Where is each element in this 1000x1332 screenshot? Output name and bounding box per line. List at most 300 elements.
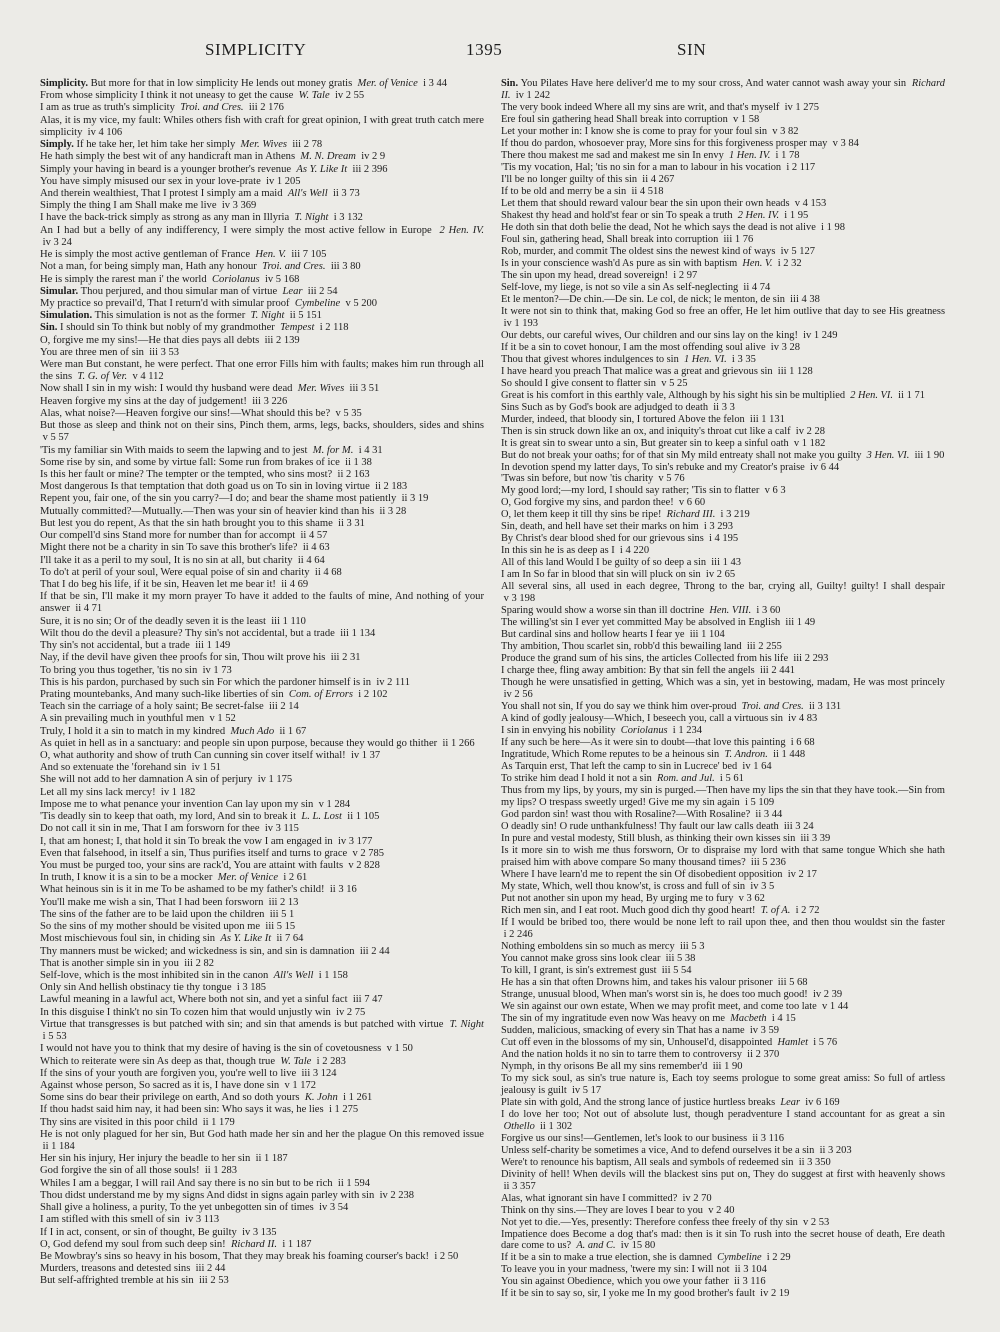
play-reference: Lear <box>282 285 303 297</box>
quotation-text: Rob, murder, and commit The oldest sins the newest kind of ways <box>501 245 776 257</box>
act-scene-line: i 1 234 <box>672 725 702 737</box>
act-scene-line: i 2 102 <box>358 688 388 700</box>
quotation-text: Is this her fault or mine? The tempter or the tempted, who sins most? <box>40 469 333 480</box>
concordance-entry <box>501 1264 945 1276</box>
quotation-text: I am In So far in blood that sin will pluck on sin <box>501 569 701 581</box>
quotation-text: Where I have learn'd me to repent the sin Of disobedient opposition <box>501 868 783 880</box>
act-scene-line: ii 3 19 <box>401 493 429 505</box>
act-scene-line: i 4 31 <box>358 444 383 456</box>
act-scene-line: iii 1 134 <box>340 627 376 639</box>
concordance-entry <box>501 569 945 581</box>
act-scene-line: ii 4 74 <box>743 281 771 293</box>
quotation-text: My state, Which, well thou know'st, is cross and full of sin <box>501 880 746 892</box>
play-reference: Richard III. <box>666 509 716 521</box>
concordance-entry <box>40 481 484 493</box>
quotation-text: Thy manners must be wicked; and wickedness is sin, and sin is damnation <box>40 945 355 957</box>
act-scene-line: ii 2 163 <box>337 469 370 480</box>
act-scene-line: v 5 57 <box>42 432 69 444</box>
play-reference: L. L. Lost <box>301 811 342 823</box>
act-scene-line: v 3 84 <box>832 137 859 149</box>
play-reference: A. and C. <box>576 1240 616 1252</box>
concordance-entry <box>501 330 945 342</box>
quotation-text: Thy sin's not accidental, but a trade <box>40 640 190 652</box>
act-scene-line: iii 2 14 <box>268 701 299 713</box>
quotation-text: To kill, I grant, is sin's extremest gust <box>501 964 657 976</box>
play-reference: Com. of Errors <box>288 688 353 700</box>
concordance-entry <box>501 1049 945 1061</box>
act-scene-line: iii 2 139 <box>264 334 300 346</box>
concordance-entry <box>501 114 945 126</box>
quotation-text: You shall not sin, If you do say we think him over-proud <box>501 701 737 713</box>
quotation-text: To my sick soul, as sin's true nature is, Each toy seems prologue to some great amiss: So full of artless jealousy is guilt <box>501 1072 945 1096</box>
quotation-text: To bring you thus together, 'tis no sin <box>40 664 198 676</box>
quotation-text: We sin against our own estate, When we may profit meet, and come too late <box>501 1000 817 1012</box>
quotation-text: In this disguise I think't no sin To cozen him that would unjustly win <box>40 1006 331 1018</box>
act-scene-line: ii 4 57 <box>300 530 328 542</box>
act-scene-line: v 1 284 <box>318 798 351 810</box>
concordance-entry <box>40 1190 484 1202</box>
concordance-entry <box>40 469 484 481</box>
quotation-text: She will not add to her damnation A sin of perjury <box>40 774 253 786</box>
concordance-entry <box>40 665 484 677</box>
concordance-entry <box>40 347 484 359</box>
concordance-entry <box>40 982 484 994</box>
quotation-text: O deadly sin! O rude unthankfulness! Thy fault our law calls death <box>501 821 779 833</box>
act-scene-line: ii 1 187 <box>255 1153 288 1165</box>
quotation-text: I do love her too; Not out of absolute lust, though peradventure I stand accountant for as great a sin <box>501 1108 945 1120</box>
quotation-text: The willing'st sin I ever yet committed May be absolved in English <box>501 617 781 629</box>
concordance-entry <box>501 426 945 438</box>
act-scene-line: i 5 53 <box>42 1031 67 1043</box>
act-scene-line: i 6 68 <box>790 737 815 749</box>
act-scene-line: iv 3 54 <box>319 1202 349 1214</box>
quotation-text: Cut off even in the blossoms of my sin, Unhousel'd, disappointed <box>501 1036 773 1048</box>
act-scene-line: v 1 52 <box>209 713 236 725</box>
act-scene-line: i 2 117 <box>786 161 816 173</box>
quotation-text: My good lord;—my lord, I should say rather; 'Tis sin to flatter <box>501 485 760 497</box>
concordance-entry <box>501 174 945 186</box>
concordance-entry <box>40 1214 484 1226</box>
play-reference: Cymbeline <box>717 1252 762 1264</box>
quotation-text: Alas, what ignorant sin have I committed? <box>501 1192 678 1204</box>
concordance-entry <box>501 749 945 761</box>
concordance-entry <box>40 322 484 334</box>
play-reference: Hamlet <box>777 1036 809 1048</box>
quotation-text: By Christ's dear blood shed for our grievous sins <box>501 533 704 545</box>
act-scene-line: iv 1 175 <box>257 774 293 786</box>
concordance-entry <box>40 946 484 958</box>
concordance-entry <box>501 581 945 605</box>
quotation-text: Self-love, my liege, is not so vile a sin As self-neglecting <box>501 281 739 293</box>
quotation-text: I charge thee, fling away ambition: By that sin fell the angels <box>501 665 755 677</box>
play-reference: 2 Hen. IV. <box>439 224 485 236</box>
concordance-entry <box>501 102 945 114</box>
play-reference: T. Night <box>250 310 285 322</box>
quotation-text: To do't at peril of your soul, Were equal poise of sin and charity <box>40 566 310 578</box>
quotation-text: I should sin To think but nobly of my grandmother <box>60 322 275 334</box>
quotation-text: Teach sin the carriage of a holy saint; Be secret-false <box>40 701 264 713</box>
concordance-entry <box>501 282 945 294</box>
concordance-entry <box>40 261 484 273</box>
quotation-text: That is another simple sin in you <box>40 957 179 969</box>
concordance-entry <box>501 222 945 234</box>
act-scene-line: i 1 78 <box>775 149 800 161</box>
quotation-text: But lest you do repent, As that the sin hath brought you to this shame <box>40 517 333 529</box>
quotation-text: 'Tis deadly sin to keep that oath, my lord, And sin to break it <box>40 811 297 823</box>
act-scene-line: iv 1 193 <box>503 317 539 329</box>
act-scene-line: iii 1 131 <box>749 413 785 425</box>
quotation-text: You must be purged too, your sins are rack'd, You are attaint with faults <box>40 860 344 871</box>
concordance-entry <box>501 150 945 162</box>
quotation-text: Be Mowbray's sins so heavy in his bosom, That they may break his foaming courser's back! <box>40 1251 430 1262</box>
quotation-text: But do not break your oaths; for of that sin My mild entreaty shall not make you guilty <box>501 449 862 461</box>
act-scene-line: i 5 109 <box>744 797 775 809</box>
act-scene-line: v 5 200 <box>345 297 377 309</box>
act-scene-line: iii 1 43 <box>711 557 741 569</box>
quotation-text: You Pilates Have here deliver'd me to my sour cross, And water cannot wash away your sin <box>520 78 907 89</box>
quotation-text: Unless self-charity be sometimes a vice, And to defend ourselves it be a sin <box>501 1144 815 1156</box>
quotation-text: A kind of godly jealousy—Which, I beseech you, call a virtuous sin <box>501 713 783 725</box>
concordance-entry <box>501 1145 945 1157</box>
act-scene-line: iii 2 441 <box>759 665 795 677</box>
concordance-entry <box>40 836 484 848</box>
quotation-text: Sudden, malicious, smacking of every sin That has a name <box>501 1024 745 1036</box>
concordance-entry <box>501 1229 945 1253</box>
concordance-entry <box>40 848 484 860</box>
concordance-entry <box>501 509 945 521</box>
concordance-entry <box>501 557 945 569</box>
quotation-text: If it be a sin to covet honour, I am the most offending soul alive <box>501 341 766 353</box>
quotation-text: Not yet to die.—Yes, presently: Therefore confess thee freely of thy sin <box>501 1216 798 1228</box>
act-scene-line: i 2 246 <box>503 928 533 940</box>
quotation-text: Which to reiterate were sin As deep as that, though true <box>40 1055 276 1067</box>
concordance-entry <box>501 977 945 989</box>
quotation-text: Is it more sin to wish me thus forsworn, Or to dispraise my lord with that same tongue Which she hath praised him with above compare So many thousand times? <box>501 845 945 868</box>
concordance-entry <box>501 869 945 881</box>
concordance-entry <box>40 811 484 823</box>
act-scene-line: iv 2 39 <box>812 988 843 1000</box>
quotation-text: 'Tis my familiar sin With maids to seem the lapwing and to jest <box>40 444 308 456</box>
act-scene-line: iv 3 369 <box>221 200 257 212</box>
act-scene-line: ii 3 203 <box>819 1144 852 1156</box>
act-scene-line: iv 2 19 <box>760 1288 790 1300</box>
concordance-entry <box>40 1165 484 1177</box>
concordance-entry <box>40 1007 484 1019</box>
concordance-entry <box>501 1252 945 1264</box>
quotation-text: My practice so prevail'd, That I return'd with simular proof <box>40 297 290 309</box>
act-scene-line: iii 1 90 <box>914 449 945 461</box>
right-running-head: SIN <box>677 40 707 59</box>
act-scene-line: iv 3 5 <box>750 880 775 892</box>
concordance-entry <box>40 212 484 224</box>
right-column <box>501 78 945 1300</box>
act-scene-line: iii 2 53 <box>198 1275 229 1287</box>
quotation-text: Even that falsehood, in itself a sin, Thus purifies itself and turns to grace <box>40 847 348 859</box>
quotation-text: Most mischievous foul sin, in chiding sin <box>40 933 216 945</box>
quotation-text: He hath simply the best wit of any handicraft man in Athens <box>40 151 296 163</box>
act-scene-line: iv 1 182 <box>160 786 196 798</box>
concordance-entry <box>40 1092 484 1104</box>
quotation-text: In devotion spend my latter days, To sin's rebuke and my Creator's praise <box>501 461 805 473</box>
act-scene-line: v 2 40 <box>708 1204 735 1216</box>
act-scene-line: v 1 172 <box>284 1079 316 1091</box>
quotation-text: Wilt thou do the devil a pleasure? Thy sin's not accidental, but a trade <box>40 627 335 639</box>
act-scene-line: ii 3 31 <box>338 517 365 529</box>
act-scene-line: ii 4 267 <box>642 173 675 185</box>
quotation-text: O, what authority and show of truth Can cunning sin cover itself withal! <box>40 750 346 762</box>
act-scene-line: iii 3 80 <box>330 261 361 273</box>
act-scene-line: iii 2 31 <box>330 652 361 664</box>
concordance-entry <box>501 641 945 653</box>
act-scene-line: iii 2 176 <box>248 102 284 114</box>
play-reference: Troi. and Cres. <box>180 102 244 114</box>
quotation-text: This simulation is not as the former <box>94 310 246 322</box>
quotation-text: You cannot make gross sins look clear <box>501 952 661 964</box>
concordance-entry <box>40 872 484 884</box>
concordance-entry <box>501 1157 945 1169</box>
act-scene-line: iv 2 238 <box>379 1189 414 1201</box>
play-reference: Hen. V. <box>742 257 773 269</box>
concordance-entry <box>40 151 484 163</box>
quotation-text: Plate sin with gold, And the strong lance of justice hurtless breaks <box>501 1096 776 1108</box>
act-scene-line: v 5 76 <box>658 473 685 485</box>
act-scene-line: iv 2 17 <box>787 868 817 880</box>
act-scene-line: v 3 198 <box>503 593 536 605</box>
concordance-entry <box>40 1178 484 1190</box>
act-scene-line: iii 1 104 <box>689 629 725 641</box>
act-scene-line: iii 2 78 <box>292 139 323 151</box>
concordance-entry <box>40 139 484 151</box>
act-scene-line: iii 1 110 <box>271 615 306 627</box>
quotation-text: He is simply the rarest man i' the world <box>40 273 207 285</box>
concordance-entry <box>501 713 945 725</box>
left-running-head: SIMPLICITY <box>205 40 307 59</box>
quotation-text: That I do beg his life, if it be sin, Heaven let me bear it! <box>40 578 276 590</box>
quotation-text: Thus from my lips, by yours, my sin is purged.—Then have my lips the sin that they have took.—Sin from my lips? O trespass sweetly urged! Give me my sin again <box>501 785 945 809</box>
act-scene-line: ii 1 283 <box>204 1165 237 1177</box>
act-scene-line: v 6 60 <box>678 497 706 509</box>
concordance-entry <box>501 725 945 737</box>
act-scene-line: iii 3 124 <box>301 1067 337 1079</box>
concordance-entry <box>501 1025 945 1037</box>
concordance-entry <box>40 396 484 408</box>
act-scene-line: iv 2 28 <box>795 425 825 437</box>
quotation-text: Shall give a holiness, a purity, To the yet unbegotten sin of times <box>40 1202 314 1214</box>
quotation-text: Et le menton?—De chin.—De sin. Le col, de nick; le menton, de sin <box>501 293 785 305</box>
act-scene-line: i 4 195 <box>708 533 739 545</box>
quotation-text: And therein wealthiest, That I protest I simply am a maid <box>40 187 283 199</box>
play-reference: Rom. and Jul. <box>656 773 715 785</box>
concordance-entry <box>501 390 945 402</box>
page-number: 1395 <box>466 40 503 59</box>
concordance-entry <box>501 306 945 330</box>
concordance-entry <box>501 1276 945 1288</box>
act-scene-line: ii 4 64 <box>297 554 325 566</box>
play-reference: M. N. Dream <box>300 151 356 163</box>
quotation-text: This is his pardon, purchased by such sin For which the pardoner himself is in <box>40 676 372 688</box>
concordance-entry <box>501 462 945 474</box>
concordance-entry <box>501 893 945 905</box>
concordance-entry <box>40 994 484 1006</box>
concordance-entry <box>501 198 945 210</box>
quotation-text: You sin against Obedience, which you owe your father <box>501 1276 729 1288</box>
concordance-entry <box>501 354 945 366</box>
concordance-entry <box>501 138 945 150</box>
concordance-entry <box>501 294 945 306</box>
act-scene-line: i 3 35 <box>731 353 756 365</box>
act-scene-line: ii 3 16 <box>329 884 357 896</box>
play-reference: As Y. Like It <box>296 163 348 175</box>
quotation-text: Truly, I hold it a sin to match in my kindred <box>40 725 226 737</box>
act-scene-line: iii 1 90 <box>712 1060 743 1072</box>
concordance-entry <box>501 953 945 965</box>
quotation-text: An I had but a belly of any indifferency, I were simply the most active fellow in Europe <box>40 224 432 236</box>
quotation-text: O, God forgive my sins, and pardon thee! <box>501 497 674 509</box>
act-scene-line: v 1 182 <box>793 437 826 449</box>
act-scene-line: ii 3 28 <box>379 505 407 517</box>
act-scene-line: ii 3 44 <box>755 809 783 821</box>
act-scene-line: i 1 98 <box>821 221 845 233</box>
quotation-text: But cardinal sins and hollow hearts I fear ye <box>501 629 685 641</box>
concordance-entry <box>501 497 945 509</box>
concordance-entry <box>40 640 484 652</box>
concordance-entry <box>501 234 945 246</box>
concordance-entry <box>501 270 945 282</box>
concordance-entry <box>40 506 484 518</box>
concordance-entry <box>40 1019 484 1043</box>
act-scene-line: i 2 118 <box>319 322 349 334</box>
concordance-entry <box>501 941 945 953</box>
act-scene-line: ii 1 448 <box>773 749 806 761</box>
concordance-entry <box>501 485 945 497</box>
quotation-text: A sin prevailing much in youthful men <box>40 713 205 725</box>
quotation-text: Thou that givest whores indulgences to sin <box>501 353 679 365</box>
quotation-text: Sin, death, and hell have set their marks on him <box>501 521 699 533</box>
act-scene-line: ii 2 370 <box>747 1048 780 1060</box>
act-scene-line: i 3 132 <box>333 212 363 224</box>
concordance-entry <box>40 164 484 176</box>
concordance-entry <box>501 438 945 450</box>
quotation-text: And so extenuate the 'forehand sin <box>40 762 187 774</box>
concordance-entry <box>40 115 484 139</box>
act-scene-line: i 1 275 <box>328 1104 359 1116</box>
concordance-entry <box>501 402 945 414</box>
act-scene-line: ii 2 183 <box>375 481 408 493</box>
quotation-text: What heinous sin is it in me To be ashamed to be my father's child! <box>40 884 325 896</box>
quotation-text: Great is his comfort in this earthly vale, Although by his sight his sin be multiplied <box>501 389 846 401</box>
concordance-entry <box>40 909 484 921</box>
quotation-text: Self-love, which is the most inhibited sin in the canon <box>40 969 269 981</box>
concordance-entry <box>501 545 945 557</box>
act-scene-line: ii 4 68 <box>314 566 342 578</box>
concordance-entry <box>40 1202 484 1214</box>
concordance-entry <box>501 1217 945 1229</box>
play-reference: Troi. and Cres. <box>262 261 326 273</box>
quotation-text: There thou makest me sad and makest me sin In envy <box>501 149 724 161</box>
quotation-text: Lawful meaning in a lawful act, Where both not sin, and yet a sinful fact <box>40 994 348 1006</box>
concordance-entry <box>40 445 484 457</box>
quotation-text: Simply your having in beard is a younger brother's revenue <box>40 163 292 175</box>
quotation-text: Mutually committed?—Mutually.—Then was your sin of heavier kind than his <box>40 505 375 517</box>
act-scene-line: ii 1 302 <box>539 1120 573 1132</box>
concordance-entry <box>40 921 484 933</box>
act-scene-line: iii 7 47 <box>352 994 383 1006</box>
act-scene-line: iii 5 54 <box>661 964 692 976</box>
act-scene-line: iii 2 44 <box>195 1263 226 1275</box>
act-scene-line: ii 1 105 <box>347 811 380 823</box>
quotation-text: Then is sin struck down like an ox, and iniquity's throat cut like a calf <box>501 425 791 437</box>
act-scene-line: v 1 50 <box>386 1043 413 1055</box>
act-scene-line: iv 1 37 <box>351 750 381 762</box>
act-scene-line: v 1 44 <box>822 1000 849 1012</box>
quotation-text: To leave you in your madness, 'twere my sin: I will not <box>501 1264 730 1276</box>
quotation-text: In truth, I know it is a sin to be a mocker <box>40 872 213 884</box>
act-scene-line: i 4 15 <box>771 1012 796 1024</box>
quotation-text: Sparing would show a worse sin than ill doctrine <box>501 605 705 617</box>
quotation-text: Nymph, in thy orisons Be all my sins remember'd <box>501 1060 708 1072</box>
act-scene-line: iii 3 39 <box>800 833 831 845</box>
concordance-entry <box>501 665 945 677</box>
quotation-text: Simply the thing I am Shall make me live <box>40 200 217 212</box>
concordance-entry <box>40 78 484 90</box>
concordance-entry <box>40 555 484 567</box>
act-scene-line: v 2 828 <box>348 860 380 871</box>
act-scene-line: iv 5 168 <box>264 273 300 285</box>
quotation-text: In this sin he is as deep as I <box>501 545 615 557</box>
act-scene-line: iii 2 13 <box>268 896 299 908</box>
concordance-entry <box>501 473 945 485</box>
act-scene-line: iv 3 24 <box>42 236 72 248</box>
act-scene-line: i 3 219 <box>720 509 750 521</box>
concordance-entry <box>501 809 945 821</box>
act-scene-line: ii 3 131 <box>808 701 842 713</box>
act-scene-line: iv 15 80 <box>620 1240 656 1252</box>
play-reference: T. of A. <box>760 904 791 916</box>
quotation-text: Our debts, our careful wives, Our children and our sins lay on the king! <box>501 329 798 341</box>
act-scene-line: iii 2 293 <box>793 653 829 665</box>
act-scene-line: iii 4 38 <box>790 293 820 305</box>
act-scene-line: iv 6 44 <box>810 461 840 473</box>
headword: Simplicity. <box>40 78 88 89</box>
concordance-entry <box>501 1073 945 1097</box>
act-scene-line: iii 2 255 <box>746 641 782 653</box>
quotation-text: So the sins of my mother should be visited upon me <box>40 921 261 933</box>
act-scene-line: v 2 785 <box>352 847 385 859</box>
concordance-entry <box>40 762 484 774</box>
quotation-text: Shakest thy head and hold'st fear or sin To speak a truth <box>501 209 733 221</box>
concordance-entry <box>40 1043 484 1055</box>
quotation-text: Divinity of hell! When devils will the blackest sins put on, They do suggest at first with heavenly shows <box>501 1168 945 1180</box>
play-reference: W. Tale <box>280 1055 312 1067</box>
concordance-entry <box>40 1227 484 1239</box>
act-scene-line: ii 1 179 <box>202 1116 235 1128</box>
quotation-text: But self-affrighted tremble at his sin <box>40 1275 194 1287</box>
concordance-entry <box>501 821 945 833</box>
act-scene-line: v 2 53 <box>803 1216 830 1228</box>
concordance-entry <box>40 1080 484 1092</box>
concordance-entry <box>40 860 484 872</box>
play-reference: T. Night <box>449 1018 485 1030</box>
act-scene-line: iii 5 236 <box>750 856 786 868</box>
act-scene-line: i 1 158 <box>318 969 348 981</box>
quotation-text: Prating mountebanks, And many such-like liberties of sin <box>40 688 284 700</box>
concordance-entry <box>40 530 484 542</box>
headword: Simulation. <box>40 310 93 322</box>
concordance-entry <box>40 200 484 212</box>
act-scene-line: iii 5 38 <box>665 952 696 964</box>
act-scene-line: iv 1 205 <box>266 175 301 187</box>
quotation-text: Think on thy sins.—They are loves I bear to you <box>501 1204 703 1216</box>
